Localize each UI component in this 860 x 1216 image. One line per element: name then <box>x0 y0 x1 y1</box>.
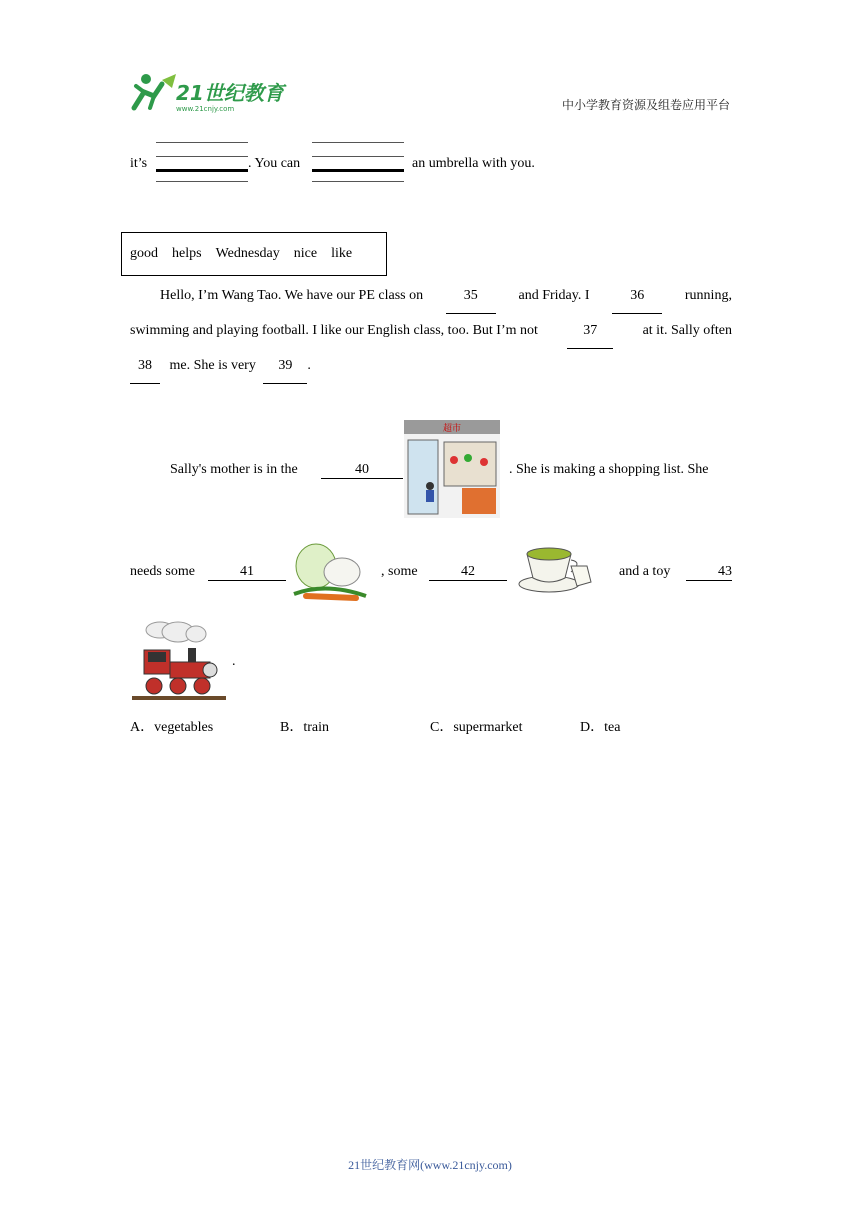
answer-lines-1 <box>156 142 248 186</box>
word-bank-item: Wednesday <box>215 246 280 261</box>
blank-35[interactable]: 35 <box>446 279 496 314</box>
fragment-umbrella: an umbrella with you. <box>412 156 535 171</box>
option-c[interactable]: C．supermarket <box>430 720 523 735</box>
runner-logo-icon <box>124 70 289 114</box>
word-bank-item: good <box>130 246 158 261</box>
fragment-and-a-toy: and a toy <box>619 564 671 579</box>
fragment-needs-some: needs some <box>130 564 195 579</box>
blank-37[interactable]: 37 <box>567 314 613 349</box>
train-period: . <box>232 654 236 669</box>
sentence-sallys-mother: Sally's mother is in the <box>170 462 298 477</box>
word-bank-item: nice <box>293 246 318 261</box>
blank-38[interactable]: 38 <box>130 349 160 384</box>
blank-36[interactable]: 36 <box>612 279 662 314</box>
fragment-its: it’s <box>130 156 148 171</box>
sentence-shopping-list: . She is making a shopping list. She <box>509 462 709 477</box>
fragment-some: , some <box>381 564 418 579</box>
tea-cup-image <box>507 536 611 604</box>
word-bank-item: like <box>331 246 353 261</box>
blank-43[interactable]: 43 <box>686 564 732 581</box>
svg-text:超市: 超市 <box>442 424 462 434</box>
platform-title: 中小学教育资源及组卷应用平台 <box>561 98 730 112</box>
blank-40[interactable]: 40 <box>321 462 403 479</box>
blank-39[interactable]: 39 <box>263 349 307 384</box>
word-bank <box>121 232 387 276</box>
svg-text:www.21cnjy.com: www.21cnjy.com <box>176 105 235 113</box>
word-bank-item: helps <box>172 246 202 261</box>
option-a[interactable]: A．vegetables <box>130 720 214 735</box>
site-logo <box>124 70 289 114</box>
page-footer: 21世纪教育网(www.21cnjy.com) <box>348 1158 512 1172</box>
answer-lines-2 <box>312 142 404 186</box>
blank-42[interactable]: 42 <box>429 564 507 581</box>
option-b[interactable]: B．train <box>280 720 329 735</box>
vegetables-image <box>286 536 374 604</box>
fragment-you-can: . You can <box>248 156 301 171</box>
toy-train-image <box>130 618 228 702</box>
supermarket-image <box>404 420 500 518</box>
svg-text:21世纪教育: 21世纪教育 <box>176 81 284 105</box>
passage-wang-tao: Hello, I’m Wang Tao. We have our PE class on 35 and Friday. I 36 running, swimming and playing football. I like our English class, too. But I’m not 37 at it. Sally often 38 me. She is very 39 . <box>130 279 732 384</box>
blank-41[interactable]: 41 <box>208 564 286 581</box>
option-d[interactable]: D．tea <box>580 720 621 735</box>
